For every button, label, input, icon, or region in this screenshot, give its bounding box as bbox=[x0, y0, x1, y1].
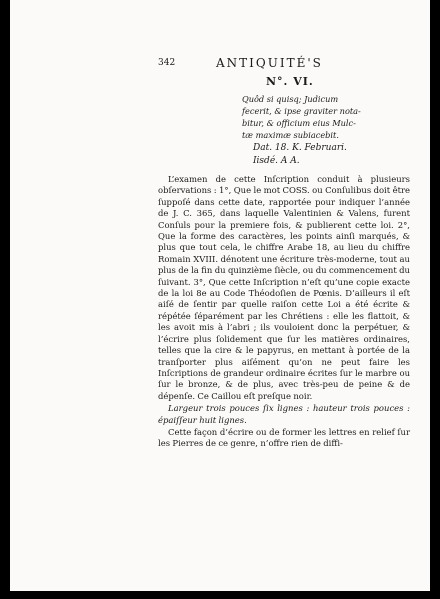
inscription-line: fecerit, & ipse graviter nota- bbox=[242, 106, 361, 116]
body-text bbox=[158, 174, 410, 450]
running-header bbox=[158, 56, 410, 72]
inscription-line: Quôd si quisq; Judicum bbox=[242, 94, 339, 104]
inscription-line: Dat. 18. K. Februari. bbox=[253, 143, 347, 153]
running-title: ANTIQUITÉ'S bbox=[216, 56, 323, 70]
latin-inscription bbox=[158, 93, 410, 175]
paragraph-dimensions: Largeur trois pouces ſix lignes : hauteur trois pouces : épaiſſeur huit lignes. bbox=[158, 403, 410, 425]
page-number: 342 bbox=[158, 58, 176, 68]
paragraph-observations: L’examen de cette Inſcription conduit à plusieurs obſervations : 1°, Que le mot COSS. ou Conſulibus doit être ſuppoſé dans cette date, rapportée pour indiquer l’année de J. C. 365, dans laquelle Valentinien & Valens, furent Conſuls pour la premiere fois, & publierent cette loi. 2°, Que la forme des caractères, les points ainſi marqués, & plus que tout cela, le chiffre Arabe 18, au lieu du chiffre Romain XVIII. dénotent une écriture très-moderne, tout au plus de la fin du quinzième ſiècle, ou du commencement du ſuivant. 3°, Que cette Inſcription n’eſt qu’une copie exacte de la loi 8e au Code Théodoſien de Pœnis. D’ailleurs il eſt aiſé de ſentir par quelle raiſon cette Loi a été écrite & répétée ſéparément par les Chrétiens : elle les flattoit, & les avoit mis à l’abri ; ils vouloient donc la perpétuer, & l’écrire plus ſolidement que ſur les matières ordinaires, telles que la cire & le papyrus, en mettant à portée de la tranſporter plus aiſément qu’on ne peut faire les Inſcriptions de grandeur ordinaire écrites ſur le marbre ou ſur le bronze, & de plus, avec très-peu de peine & de dépenſe. Ce Caillou eſt preſque noir. bbox=[158, 174, 410, 401]
paragraph-continuation: Cette façon d’écrire ou de former les lettres en relief ſur les Pierres de ce genre, n’offre rien de diffi- bbox=[158, 426, 410, 449]
book-page bbox=[158, 48, 410, 498]
inscription-line: Iisdé. A A. bbox=[253, 156, 300, 166]
section-number: N°. VI. bbox=[266, 75, 314, 88]
inscription-line: tæ maximæ subiacebit. bbox=[242, 130, 339, 140]
inscription-line: bitur, & officium eius Mulc- bbox=[242, 118, 356, 128]
